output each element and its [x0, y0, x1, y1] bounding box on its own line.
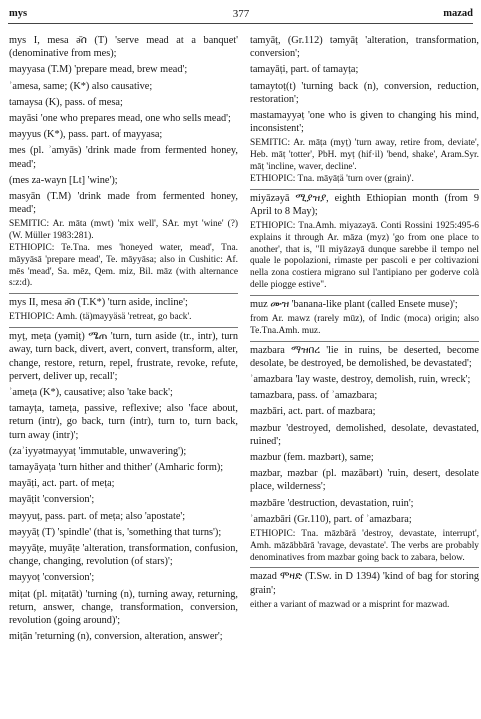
dictionary-line: ʾamazbāri (Gr.110), part. of ʾamazbara; — [250, 513, 412, 525]
entry-separator — [250, 341, 479, 342]
dictionary-line: miṭān 'returning (n), conversion, alteration, answer'; — [9, 631, 223, 643]
dictionary-line: mazbar, mǝzbar (pl. mazābǝrt) 'ruin, desert, desolate place, wilderness'; — [250, 468, 479, 493]
etymology-note: ETHIOPIC: Amh. (tä)mayyäsä 'retreat, go back'. — [9, 312, 192, 323]
dictionary-line: tamayāṭi, part. of tamayṭa; — [250, 64, 359, 76]
dictionary-line: masyān (T.M) 'drink made from fermented honey, mead'; — [9, 191, 238, 216]
dictionary-line: mayāṭit 'conversion'; — [9, 494, 95, 506]
header-left-word: mys — [9, 8, 28, 19]
dictionary-line: tamayṭa, tameṭa, passive, reflexive; also 'face about, return (intr), go back, turn (intr), turn to, turn back, turn away (intr)'; — [9, 403, 238, 441]
etymology-note: ETHIOPIC: Tna. māzbārä 'destroy, devastate, interrupt', Amh. māzābbārā 'ravage, devastate'. The verbs are probably denominatives from mazbar going back to zabara, below. — [250, 529, 479, 563]
dictionary-line: mazbara ማዝበረ 'lie in ruins, be deserted, become desolate, be destroyed, be demolished, be devastated'; — [250, 344, 479, 369]
dictionary-line: tamazbara, pass. of ʾamazbara; — [250, 390, 378, 402]
running-header — [9, 8, 473, 24]
dictionary-line: mys II, mesa ǝ̄ሰ (T.K*) 'turn aside, incline'; — [9, 297, 188, 309]
dictionary-line: tamaytoṭ(t) 'turning back (n), conversion, reduction, restoration'; — [250, 80, 479, 105]
left-column — [9, 34, 238, 646]
dictionary-line: miyāzǝyā ሚያዝያ, eighth Ethiopian month (from 9 April to 8 May); — [250, 192, 479, 217]
dictionary-line: mayāṭi, act. part. of meṭa; — [9, 478, 115, 490]
right-column — [250, 34, 479, 612]
dictionary-line: miṭat (pl. miṭatāt) 'turning (n), turning away, returning, return, answer, change, transformation, conversion, revolution (going around)'; — [9, 588, 238, 627]
dictionary-line: mǝyyus (K*), pass. part. of mayyasa; — [9, 129, 163, 141]
dictionary-line: (zaʾiyyǝtmayyaṭ 'immutable, unwavering'); — [9, 445, 187, 457]
header-right-word: mazad — [443, 8, 473, 19]
etymology-note: ETHIOPIC: Tna.Amh. miyazǝyā. Conti Rossini 1925:495-6 explains it through Ar. māza (myz) 'go from one place to another', that is, "Il miyāzǝyā dunque sarebbe il tempo nel quale le popolazioni, rimaste per pascoli e per coltivazioni nella zona costiera migrano sul l'antipiano per goderve colà delle piogge estive". — [250, 221, 479, 290]
dictionary-line: ʾameṭa (K*), causative; also 'take back'; — [9, 387, 173, 399]
header-rule — [8, 23, 473, 24]
dictionary-line: muz ሙዝ 'banana-like plant (called Ensete muse)'; — [250, 298, 458, 310]
dictionary-line: tamyāṭ, (Gr.112) tǝmyāṭ 'alteration, transformation, conversion'; — [250, 35, 479, 60]
dictionary-line: tamaysa (K), pass. of mesa; — [9, 96, 123, 108]
dictionary-line: mazbur (fem. mazbǝrt), same; — [250, 452, 374, 464]
etymology-note: from Ar. mawz (rarely mūz), of Indic (moca) origin; also Te.Tna.Amh. muz. — [250, 314, 479, 336]
dictionary-line: mǝzbur 'destroyed, demolished, desolate, devastated, ruined'; — [250, 422, 479, 447]
dictionary-line: mastamayyǝṭ 'one who is given to changing his mind, inconsistent'; — [250, 110, 479, 135]
dictionary-line: mayyoṭ 'conversion'; — [9, 572, 95, 584]
dictionary-line: mǝzbāre 'destruction, devastation, ruin'; — [250, 497, 414, 509]
etymology-note: SEMITIC: Ar. māta (mwt) 'mix well', SAr. myt 'wine' (?) (W. Müller 1983:281). — [9, 219, 238, 242]
dictionary-line: mys I, mesa ǝ̄ሰ (T) 'serve mead at a banquet' (denominative from mes); — [9, 35, 238, 60]
dictionary-line: ʾamesa, same; (K*) also causative; — [9, 80, 153, 92]
etymology-note: either a variant of mazwad or a misprint for mazwad. — [250, 599, 450, 610]
dictionary-line: mazbāri, act. part. of mazbara; — [250, 406, 376, 418]
etymology-note: SEMITIC: Ar. māṭa (myṭ) 'turn away, retire from, deviate', Heb. māṭ 'totter', PbH. myṭ (hif·il) 'bend, shake', Aram.Syr. māṭ 'incline, waver, decline'. — [250, 138, 479, 173]
dictionary-line: mayāsi 'one who prepares mead, one who sells mead'; — [9, 113, 231, 125]
dictionary-line: mazad ሞዛድ (T.Sw. in D 1394) 'kind of bag for storing grain'; — [250, 571, 479, 596]
entry-separator — [250, 189, 479, 190]
etymology-note: ETHIOPIC: Te.Tna. mes 'honeyed water, mead', Tna. māyyāsā 'prepare mead', Te. māyyāsa; also in Cushitic: Af. mēs 'mead', Sa. mēz, Qem. miz, Bil. māz (with alternance s:z:d). — [9, 243, 238, 289]
dictionary-line: ʾamazbara 'lay waste, destroy, demolish, ruin, wreck'; — [250, 374, 471, 385]
etymology-note: ETHIOPIC: Tna. māyāṭä 'turn over (grain)'. — [250, 173, 414, 184]
page-number: 377 — [232, 8, 250, 20]
dictionary-line: mayyasa (T.M) 'prepare mead, brew mead'; — [9, 64, 188, 76]
dictionary-line: mes (pl. ʾamyās) 'drink made from fermented honey, mead'; — [9, 145, 238, 170]
entry-separator — [9, 293, 238, 294]
dictionary-line: (mes za-wayn [Lt] 'wine'); — [9, 174, 118, 186]
entry-separator — [250, 295, 479, 296]
dictionary-line: mǝyyāṭ (T) 'spindle' (that is, 'something that turns'); — [9, 526, 222, 538]
entry-separator — [9, 327, 238, 328]
dictionary-line: tamayāyaṭa 'turn hither and thither' (Amharic form); — [9, 462, 224, 474]
dictionary-line: mǝyyāṭe, muyāṭe 'alteration, transformation, confusion, change, changing, revolution (of stars)'; — [9, 543, 238, 568]
dictionary-line: myṭ, meṭa (yǝmiṭ) ሜጠ 'turn, turn aside (tr., intr), turn away, turn back, divert, avert, convert, transform, alter, change, restore, return, repel, frustrate, revoke, refute, pervert, deliver up, recall'; — [9, 331, 238, 382]
entry-separator — [250, 567, 479, 568]
dictionary-line: mǝyyuṭ, pass. part. of meṭa; also 'apostate'; — [9, 510, 186, 522]
